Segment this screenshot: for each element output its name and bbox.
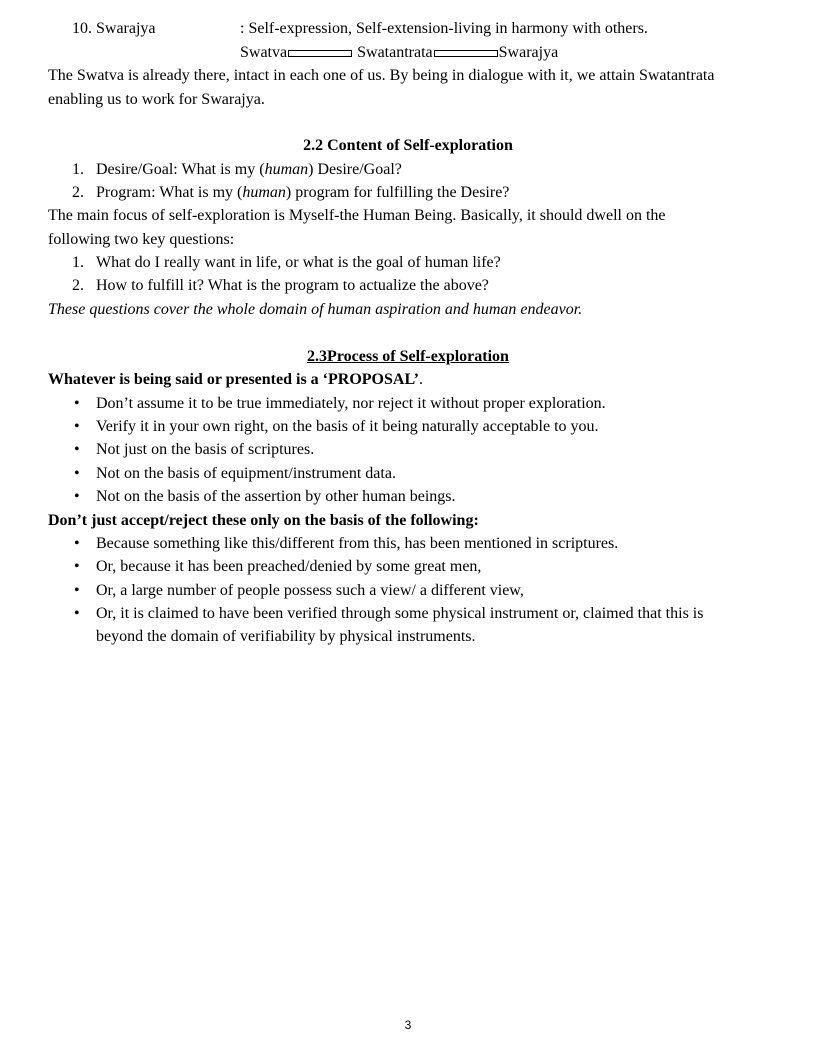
- bullet-icon: •: [74, 488, 80, 505]
- item-number: 10.: [72, 20, 92, 37]
- proposal-lead: Whatever is being said or presented is a ‘PROPOSAL’.: [48, 371, 423, 388]
- paragraph: following two key questions:: [48, 231, 235, 248]
- list-item: How to fulfill it? What is the program to actualize the above?: [96, 277, 489, 294]
- section-heading: 2.3Process of Self-exploration: [307, 348, 509, 365]
- paragraph: The main focus of self-exploration is Myself-the Human Being. Basically, it should dwell on the: [48, 207, 666, 224]
- flow-step: Swatva: [240, 44, 288, 61]
- bullet-item-continuation: beyond the domain of verifiability by physical instruments.: [96, 628, 476, 645]
- list-item: What do I really want in life, or what is the goal of human life?: [96, 254, 501, 271]
- flow-step: Swatantrata: [357, 44, 433, 61]
- flow-step: Swarajya: [498, 44, 559, 61]
- bullet-item: Not on the basis of equipment/instrument data.: [96, 465, 396, 482]
- bullet-item: Don’t assume it to be true immediately, nor reject it without proper exploration.: [96, 395, 606, 412]
- bullet-icon: •: [74, 535, 80, 552]
- swatva-flow: [240, 43, 558, 63]
- item-definition: : Self-expression, Self-extension-living in harmony with others.: [240, 20, 648, 37]
- italic-note: These questions cover the whole domain of human aspiration and human endeavor.: [48, 301, 583, 318]
- list-item: Program: What is my (human) program for fulfilling the Desire?: [96, 184, 510, 201]
- bullet-icon: •: [74, 418, 80, 435]
- criteria-lead: Don’t just accept/reject these only on the basis of the following:: [48, 512, 479, 529]
- list-item: Desire/Goal: What is my (human) Desire/Goal?: [96, 161, 402, 178]
- list-number: 2.: [72, 277, 84, 294]
- bullet-icon: •: [74, 395, 80, 412]
- bullet-item: Not on the basis of the assertion by other human beings.: [96, 488, 456, 505]
- bullet-icon: •: [74, 465, 80, 482]
- bullet-icon: •: [74, 605, 80, 622]
- bullet-icon: •: [74, 441, 80, 458]
- arrow-icon: [434, 50, 498, 57]
- list-number: 1.: [72, 161, 84, 178]
- paragraph: enabling us to work for Swarajya.: [48, 91, 265, 108]
- page-number: 3: [404, 1018, 412, 1032]
- bullet-item: Verify it in your own right, on the basis of it being naturally acceptable to you.: [96, 418, 599, 435]
- arrow-icon: [288, 50, 352, 57]
- section-heading: 2.2 Content of Self-exploration: [303, 137, 513, 154]
- bullet-icon: •: [74, 558, 80, 575]
- paragraph: The Swatva is already there, intact in each one of us. By being in dialogue with it, we attain Swatantrata: [48, 67, 715, 84]
- bullet-item: Or, because it has been preached/denied by some great men,: [96, 558, 482, 575]
- list-number: 2.: [72, 184, 84, 201]
- item-term: Swarajya: [96, 20, 156, 37]
- bullet-icon: •: [74, 582, 80, 599]
- bullet-item: Or, a large number of people possess such a view/ a different view,: [96, 582, 524, 599]
- bullet-item: Not just on the basis of scriptures.: [96, 441, 315, 458]
- bullet-item: Or, it is claimed to have been verified through some physical instrument or, claimed that this is: [96, 605, 704, 622]
- list-number: 1.: [72, 254, 84, 271]
- bullet-item: Because something like this/different from this, has been mentioned in scriptures.: [96, 535, 619, 552]
